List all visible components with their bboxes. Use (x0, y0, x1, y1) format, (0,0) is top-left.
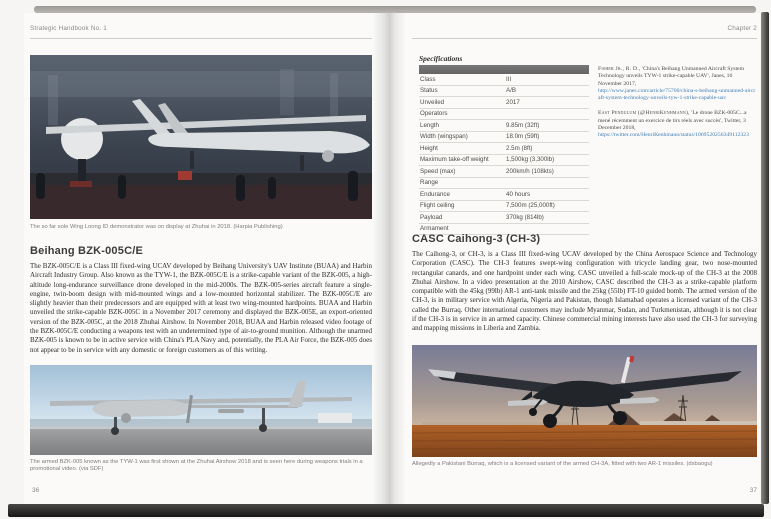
reference-author: Fisher Jr., R. D., (598, 66, 643, 72)
spec-row (419, 201, 589, 213)
spec-table-title: Specifications (419, 54, 463, 63)
spec-label: Endurance (420, 190, 450, 198)
spec-value: 200km/h (108kts) (506, 167, 554, 175)
spec-label: Height (420, 144, 438, 152)
spec-label: Payload (420, 213, 443, 221)
right-page-number: 37 (749, 487, 757, 494)
spec-row (419, 212, 589, 224)
spec-label: Speed (max) (420, 167, 456, 175)
photo-burraq-illustration (412, 345, 757, 457)
spec-row (419, 74, 589, 86)
section-title-bzk005: Beihang BZK-005C/E (30, 245, 144, 257)
spec-value: 1,500kg (3,300lb) (506, 156, 555, 164)
spec-row (419, 86, 589, 98)
spec-row (419, 109, 589, 121)
photo-wing-loong-id-illustration (30, 55, 372, 219)
spec-label: Maximum take-off weight (420, 156, 489, 164)
photo-wing-loong-id-display (30, 55, 372, 219)
spec-label: Width (wingspan) (420, 133, 468, 141)
book-gutter-shadow (372, 13, 406, 504)
spec-value: 18.0m (59ft) (506, 133, 540, 141)
photo1-caption: The so far sole Wing Loong ID demonstrator was on display at Zhuhai in 2018. (Harpia Publishing) (30, 224, 283, 230)
left-running-head: Strategic Handbook No. 1 (30, 25, 107, 32)
section-title-ch3: CASC Caihong-3 (CH-3) (412, 233, 541, 245)
spec-row (419, 120, 589, 132)
spec-label: Class (420, 75, 436, 83)
left-page-number: 36 (32, 487, 40, 494)
reference-link[interactable]: https://twitter.com/HenriKenhmann/status/1069520256349112323 (598, 132, 749, 139)
spec-table-body (419, 74, 589, 235)
spec-label: Unveiled (420, 98, 445, 106)
spec-label: Length (420, 121, 439, 129)
spec-value: A/B (506, 87, 516, 95)
reference-text: 'China's Beihang Unmanned Aircraft System Technology unveils TYW-1 strike-capable UAV', Janes, 16 November 2017, (598, 66, 744, 87)
spec-value: 2017 (506, 98, 520, 106)
reference-author: East Pendulum (@HenriKenhmann), (598, 110, 692, 117)
reference-link[interactable]: http://www.janes.com/article/75700/china-s-beihang-unmanned-aircraft-system-technology-unveils-tyw-1-strike-capable-uav (598, 87, 756, 102)
right-running-head: Chapter 2 (727, 25, 757, 32)
spec-row (419, 189, 589, 201)
reference-item (598, 110, 756, 139)
spec-value: 7,500m (25,000ft) (506, 202, 555, 210)
spec-label: Status (420, 87, 438, 95)
references (598, 66, 756, 148)
section-body-ch3: The Caihong-3, or CH-3, is a Class III fixed-wing UCAV developed by the China Aerospace Science and Technology Corporation (CASC). The CH-3 features swept-wing configuration with tricycle landing gear, two nose-mounted rectangular canards, and one hardpoint under each wing. CASC unveiled a full-scale mock-up of the CH-3 at the 2008 Zhuhai Airshow. In a video presentation at the 2010 Airshow, CASC described the CH-3 as a strike-capable platform compatible with the 45kg (99lb) AR-1 anti-tank missile and the 25kg (55lb) FT-10 guided bomb. The armed version of the CH-3, is in military service with Algeria, Nigeria and Pakistan, though Islamabad operates a licensed variant of the CH-3 called the Burraq. Other international customers may include Myanmar, Sudan, and Turkmenistan, although it is not clear if the CH-3 is in service in an armed capacity. Chinese commercial mining interests have also used the CH-3 for surveying and mapping missions in Liberia and Zambia. (412, 250, 757, 333)
spec-label: Operators (420, 110, 448, 118)
book-cover-bottom-edge (8, 504, 764, 517)
spec-value: 9.85m (32ft) (506, 121, 540, 129)
spec-row (419, 166, 589, 178)
photo2-caption: The armed BZK-005 known as the TYW-1 was first shown at the Zhuhai Airshow 2018 and is seen here during weapons trials in a promotional video. (via SDF) (30, 459, 363, 472)
reference-item (598, 66, 756, 102)
spec-table-header-bar (419, 65, 589, 74)
spec-label: Armament (420, 225, 449, 233)
spec-row (419, 132, 589, 144)
photo-tyw1-illustration (30, 365, 372, 455)
left-head-rule (30, 38, 372, 39)
photo-tyw1-runway (30, 365, 372, 455)
spec-row (419, 97, 589, 109)
spec-value: III (506, 75, 512, 83)
right-head-rule (412, 38, 757, 39)
reference-text: 'Le drone BZK-005C...a mené récemment un exercice de tirs réels avec succès', Twitter, 3 December 2018, (598, 110, 747, 132)
spec-value: 370kg (814lb) (506, 213, 544, 221)
book-cover-top-edge (34, 6, 756, 13)
photo3-caption: Allegedly a Pakistani Burraq, which is a licensed variant of the armed CH-3A, fitted with two AR-1 missiles. (dsbaogu) (412, 461, 713, 467)
spec-row (419, 155, 589, 167)
section-body-bzk005: The BZK-005C/E is a Class III fixed-wing UCAV developed by Beihang University's UAV Institute (BUAA) and Harbin Aircraft Industry Group. Also known as the TYW-1, the BZK-005C/E is a strike-capable variant of the BZK-005, a high-altitude long-endurance surveillance drone developed in the mid-2000s. The BZK-005-series aircraft feature a single-engine, twin-boom design with mid-mounted wings and a low-mounted horizontal stabilizer. The BZK-005C/E are slightly heavier than their predecessors and are equipped with at least two wing-mounted hardpoints. BUAA and Harbin unveiled the strike-capable BZK-005C in a November 2017 ceremony and displayed the BZK-005E, an export-oriented version of the BZK-005C, at the 2018 Zhuhai Airshow. In November 2018, BUAA and Harbin released video footage of the BZK-005C/E conducting a weapons test with an undetermined type of air-to-ground munition. Although the unarmed BZK-005 is known to be in active service with China's PLA Navy and, potentially, the PLA Air Force, the BZK-005 does not appear to be in service with any domestic or foreign customers as of this writing. (30, 262, 372, 354)
spec-value: 2.5m (8ft) (506, 144, 533, 152)
photo-burraq-flight (412, 345, 757, 457)
spec-value: 40 hours (506, 190, 531, 198)
spec-label: Flight ceiling (420, 202, 455, 210)
spec-row (419, 143, 589, 155)
spec-label: Range (420, 179, 439, 187)
book-cover-right-edge (761, 12, 769, 504)
spec-row (419, 178, 589, 190)
